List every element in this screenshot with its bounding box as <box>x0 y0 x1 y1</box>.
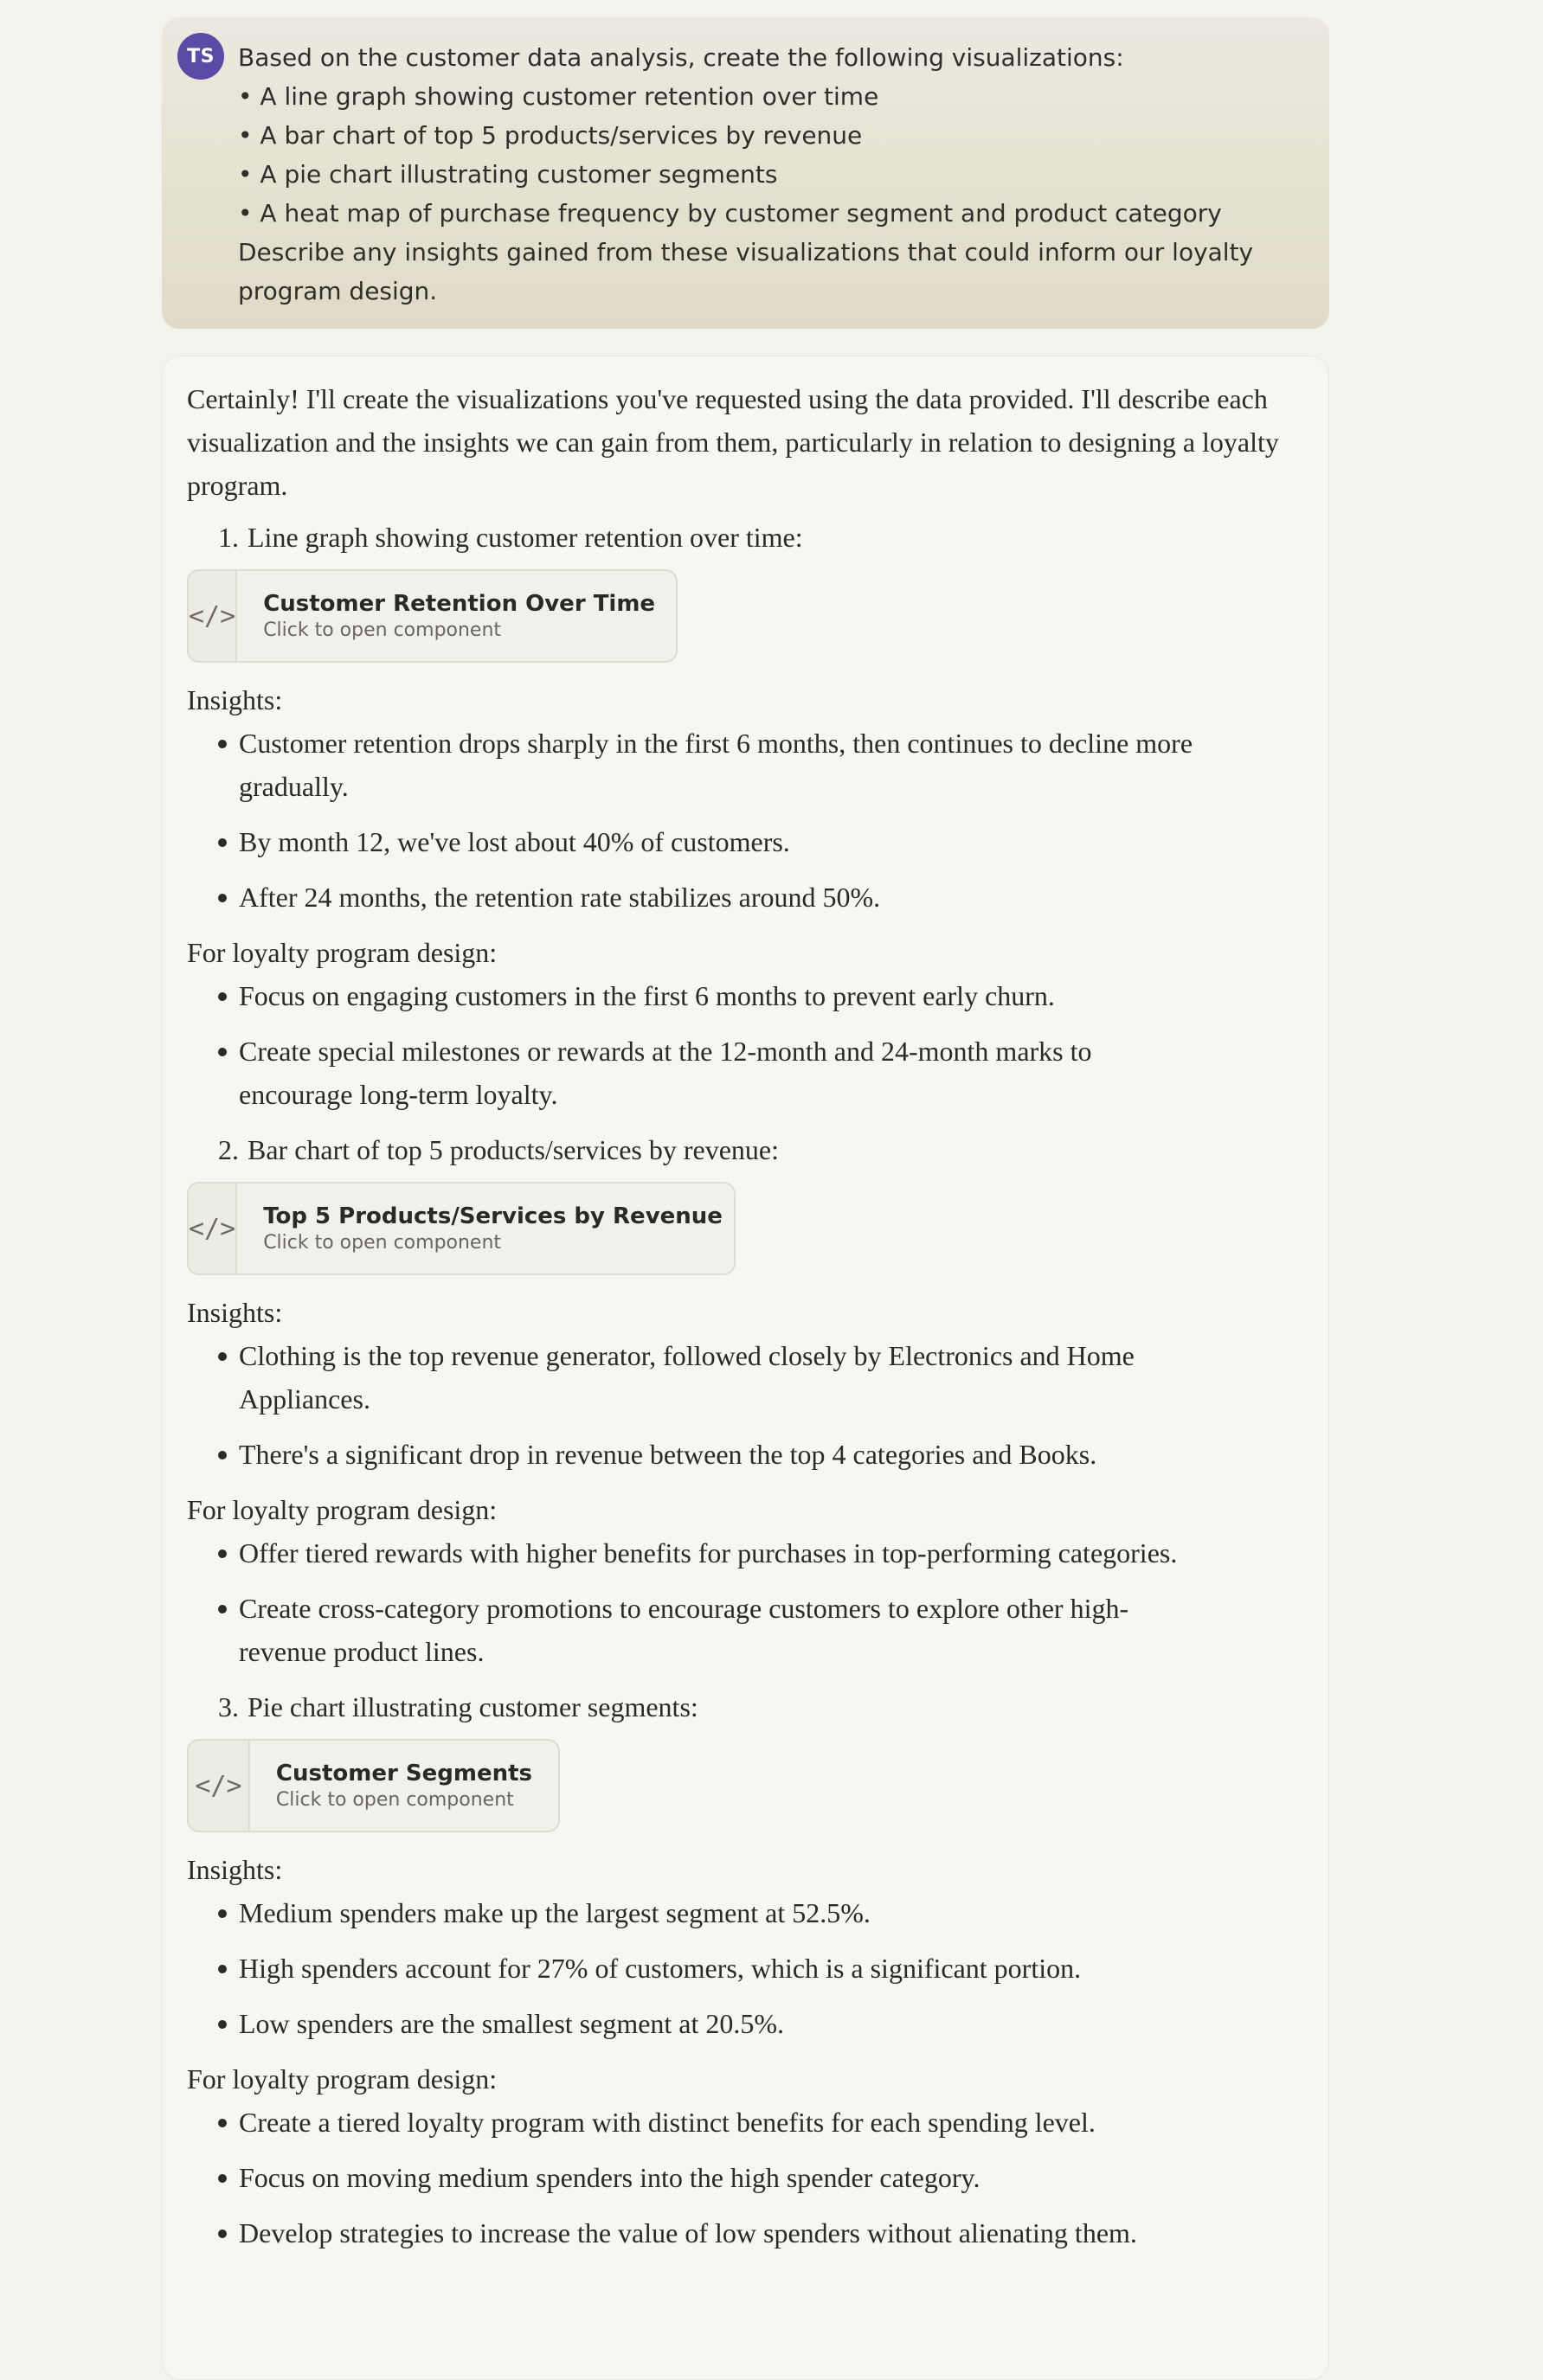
list-item: There's a significant drop in revenue between the top 4 categories and Books. <box>187 1433 1304 1476</box>
list-item: By month 12, we've lost about 40% of customers. <box>187 820 1304 863</box>
insights-label: Insights: <box>187 1297 283 1328</box>
artifact-card-retention[interactable] <box>187 569 678 663</box>
list-item: Create a tiered loyalty program with distinct benefits for each spending level. <box>187 2101 1304 2144</box>
list-item: Customer retention drops sharply in the first 6 months, then continues to decline more gradually. <box>187 722 1304 808</box>
list-item: Medium spenders make up the largest segment at 52.5%. <box>187 1891 1304 1934</box>
section-number: 2. <box>218 1134 239 1165</box>
design-label: For loyalty program design: <box>187 1494 498 1525</box>
section-title: Line graph showing customer retention over time: <box>248 522 803 553</box>
list-item: Offer tiered rewards with higher benefits for purchases in top-performing categories. <box>187 1531 1304 1575</box>
list-item: Develop strategies to increase the value of low spenders without alienating them. <box>187 2211 1304 2255</box>
design-list <box>187 2101 1304 2255</box>
design-list <box>187 1531 1304 1673</box>
code-icon: </> <box>189 571 237 661</box>
section-title: Bar chart of top 5 products/services by revenue: <box>248 1134 780 1165</box>
list-item: Clothing is the top revenue generator, followed closely by Electronics and Home Appliances. <box>187 1334 1304 1421</box>
assistant-message <box>162 356 1329 2380</box>
user-avatar: TS <box>177 33 224 80</box>
user-message-line: Describe any insights gained from these visualizations that could inform our loyalty program design. <box>238 238 1254 305</box>
section-title: Pie chart illustrating customer segments: <box>248 1691 698 1722</box>
list-item: After 24 months, the retention rate stabilizes around 50%. <box>187 876 1304 919</box>
user-message-line: • A pie chart illustrating customer segments <box>238 160 778 189</box>
design-list <box>187 974 1304 1116</box>
list-item: High spenders account for 27% of customers, which is a significant portion. <box>187 1947 1304 1990</box>
artifact-card-segments[interactable] <box>187 1739 560 1832</box>
list-item: Focus on moving medium spenders into the high spender category. <box>187 2156 1304 2199</box>
artifact-card-revenue[interactable] <box>187 1182 736 1275</box>
artifact-title: Top 5 Products/Services by Revenue <box>263 1203 723 1229</box>
design-label: For loyalty program design: <box>187 937 498 968</box>
user-message-line: Based on the customer data analysis, create the following visualizations: <box>238 43 1124 72</box>
user-message-line: • A line graph showing customer retention over time <box>238 82 879 111</box>
section-heading <box>187 1128 1304 1171</box>
artifact-subtitle: Click to open component <box>263 1232 502 1254</box>
list-item: Create special milestones or rewards at the 12-month and 24-month marks to encourage long-term loyalty. <box>187 1030 1304 1116</box>
artifact-subtitle: Click to open component <box>263 619 502 641</box>
list-item: Create cross-category promotions to encourage customers to explore other high-revenue product lines. <box>187 1587 1304 1673</box>
artifact-subtitle: Click to open component <box>275 1789 514 1811</box>
user-message-line: • A bar chart of top 5 products/services by revenue <box>238 121 863 150</box>
list-item: Focus on engaging customers in the first 6 months to prevent early churn. <box>187 974 1304 1017</box>
list-item: Low spenders are the smallest segment at 20.5%. <box>187 2002 1304 2045</box>
section-heading <box>187 1685 1304 1729</box>
section-number: 3. <box>218 1691 239 1722</box>
design-label: For loyalty program design: <box>187 2063 498 2095</box>
section-heading <box>187 516 1304 559</box>
insights-list <box>187 722 1304 919</box>
user-message <box>162 17 1329 329</box>
code-icon: </> <box>189 1184 237 1273</box>
insights-list <box>187 1891 1304 2045</box>
insights-label: Insights: <box>187 1854 283 1885</box>
section-number: 1. <box>218 522 239 553</box>
code-icon: </> <box>189 1741 250 1831</box>
artifact-title: Customer Segments <box>275 1761 532 1787</box>
artifact-title: Customer Retention Over Time <box>263 591 656 617</box>
assistant-intro: Certainly! I'll create the visualizations you've requested using the data provided. I'll describe each visualization and the insights we can gain from them, particularly in relation to designing a loyalty program. <box>187 383 1279 501</box>
user-message-line: • A heat map of purchase frequency by customer segment and product category <box>238 199 1222 228</box>
insights-list <box>187 1334 1304 1476</box>
insights-label: Insights: <box>187 684 283 715</box>
